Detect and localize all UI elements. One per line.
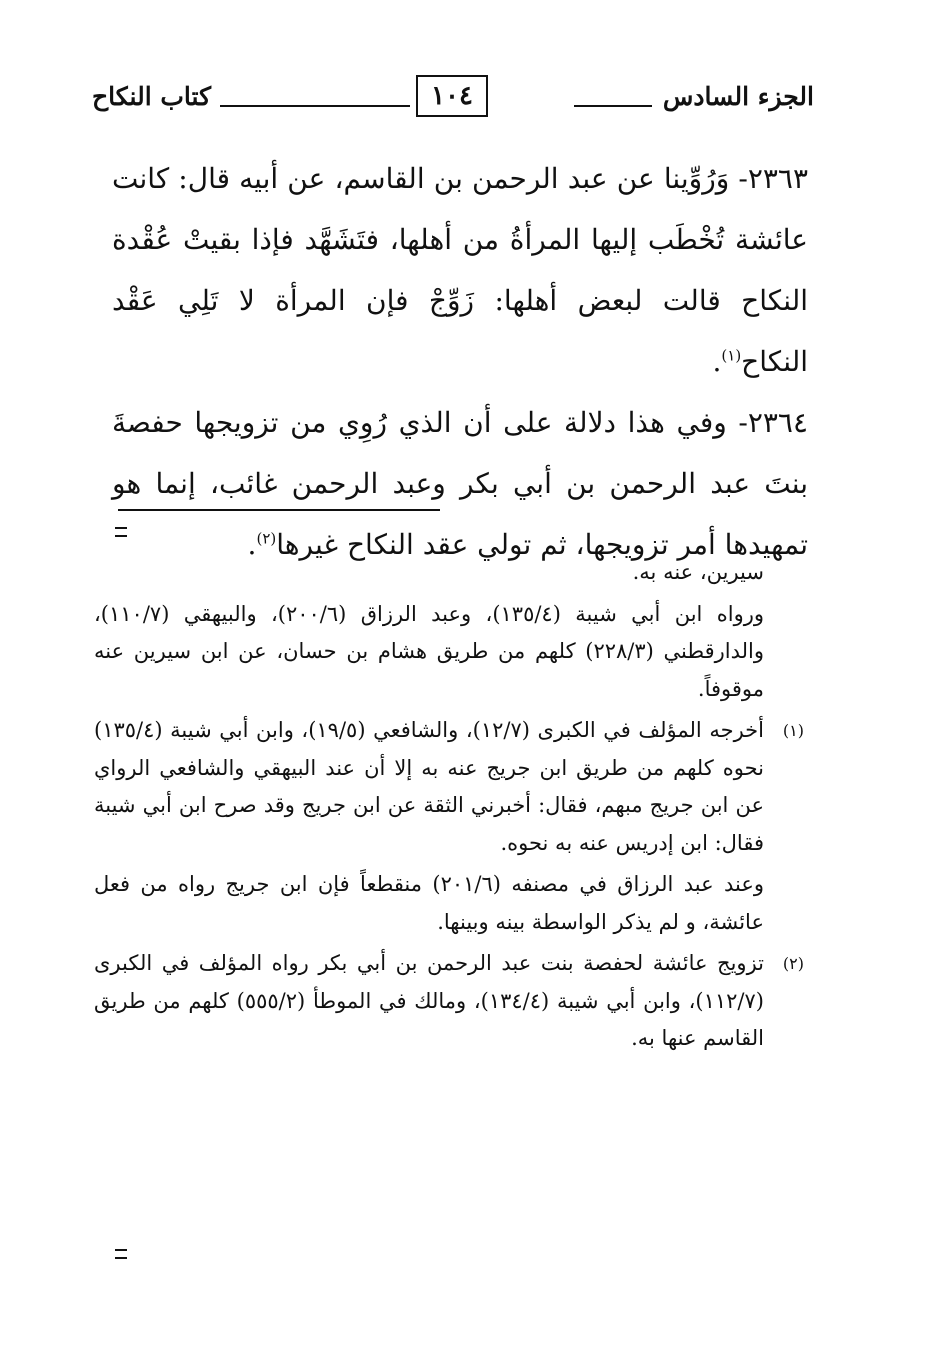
paragraph-2363: ٢٣٦٣- وَرُوِّينا عن عبد الرحمن بن القاسم، عن أبيه قال: كانت عائشة تُخْطَب إليها المرأةُ من أهلها، فتَشَهَّد فإذا بقيتْ عُقْدة النكاح قالت لبعض أهلها: زَوِّجْ فإن المرأة لا تَلِي عَقْد النكاح$^{(١)}$. [112, 162, 808, 378]
continuation-mark-bottom [115, 1249, 127, 1259]
paragraph-2364-text: ٢٣٦٤- وفي هذا دلالة على أن الذي رُوِي من تزويجها حفصةَ بنتَ عبد الرحمن بن أبي بكر وعبد الرحمن غائب، إنما هو تمهيدها أمر تزويجها، ثم تولي عقد النكاح غيرها [112, 406, 808, 561]
footnote-1-continued: وعند عبد الرزاق في مصنفه (٢٠١/٦) منقطعاً فإن ابن جريج رواه من فعل عائشة، و لم يذكر الواسطة بينه وبينها. [94, 872, 764, 934]
page-number: ١٠٤ [416, 75, 488, 117]
volume-title: الجزء السادس [662, 82, 814, 111]
footnote-separator [118, 509, 440, 511]
footnote-1-text: أخرجه المؤلف في الكبرى (١٢/٧)، والشافعي (١٩/٥)، وابن أبي شيبة (١٣٥/٤) نحوه كلهم من طريق ابن جريج عنه به إلا أن عند البيهقي والشافعي الرواي عن ابن جريج مبهم، فقال: أخبرني الثقة عن ابن جريج وقد صرح ابن أبي شيبة فقال: ابن إدريس عنه به نحوه. [94, 718, 764, 855]
header-rule-right [574, 105, 652, 107]
footnote-2 [94, 945, 804, 1058]
footnote-ref-1: (١) [721, 346, 742, 365]
footnote-continuation-line: سيرين، عنه به. [632, 560, 764, 584]
footnotes [94, 554, 804, 1062]
footnote-1 [94, 712, 804, 862]
continuation-mark-top [115, 527, 127, 537]
header-rule-left [220, 105, 410, 107]
footnote-ref-2: (٢) [256, 529, 277, 548]
book-title: كتاب النكاح [92, 82, 211, 111]
paragraph-2364: ٢٣٦٤- وفي هذا دلالة على أن الذي رُوِي من تزويجها حفصةَ بنتَ عبد الرحمن بن أبي بكر وعبد الرحمن غائب، إنما هو تمهيدها أمر تزويجها، ثم تولي عقد النكاح غيرها$^{(٢)}$. [112, 406, 808, 561]
footnote-2-number: (٢) [782, 954, 804, 973]
paragraph-2363-text: ٢٣٦٣- وَرُوِّينا عن عبد الرحمن بن القاسم، عن أبيه قال: كانت عائشة تُخْطَب إليها المرأةُ من أهلها، فتَشَهَّد فإذا بقيتْ عُقْدة النكاح قالت لبعض أهلها: زَوِّجْ فإن المرأة لا تَلِي عَقْد النكاح [112, 162, 808, 378]
footnote-1-number: (١) [782, 721, 804, 740]
footnote-2-text: تزويج عائشة لحفصة بنت عبد الرحمن بن أبي بكر رواه المؤلف في الكبرى (١١٢/٧)، وابن أبي شيبة (١٣٤/٤)، ومالك في الموطأ (٥٥٥/٢) كلهم من طريق القاسم عنها به. [94, 951, 764, 1050]
footnote-continuation-para: ورواه ابن أبي شيبة (١٣٥/٤)، وعبد الرزاق (٢٠٠/٦)، والبيهقي (١١٠/٧)، والدارقطني (٢٢٨/٣) كلهم من طريق هشام بن حسان، عن ابن سيرين عنه موقوفاً. [94, 601, 764, 701]
page-header [92, 72, 814, 122]
